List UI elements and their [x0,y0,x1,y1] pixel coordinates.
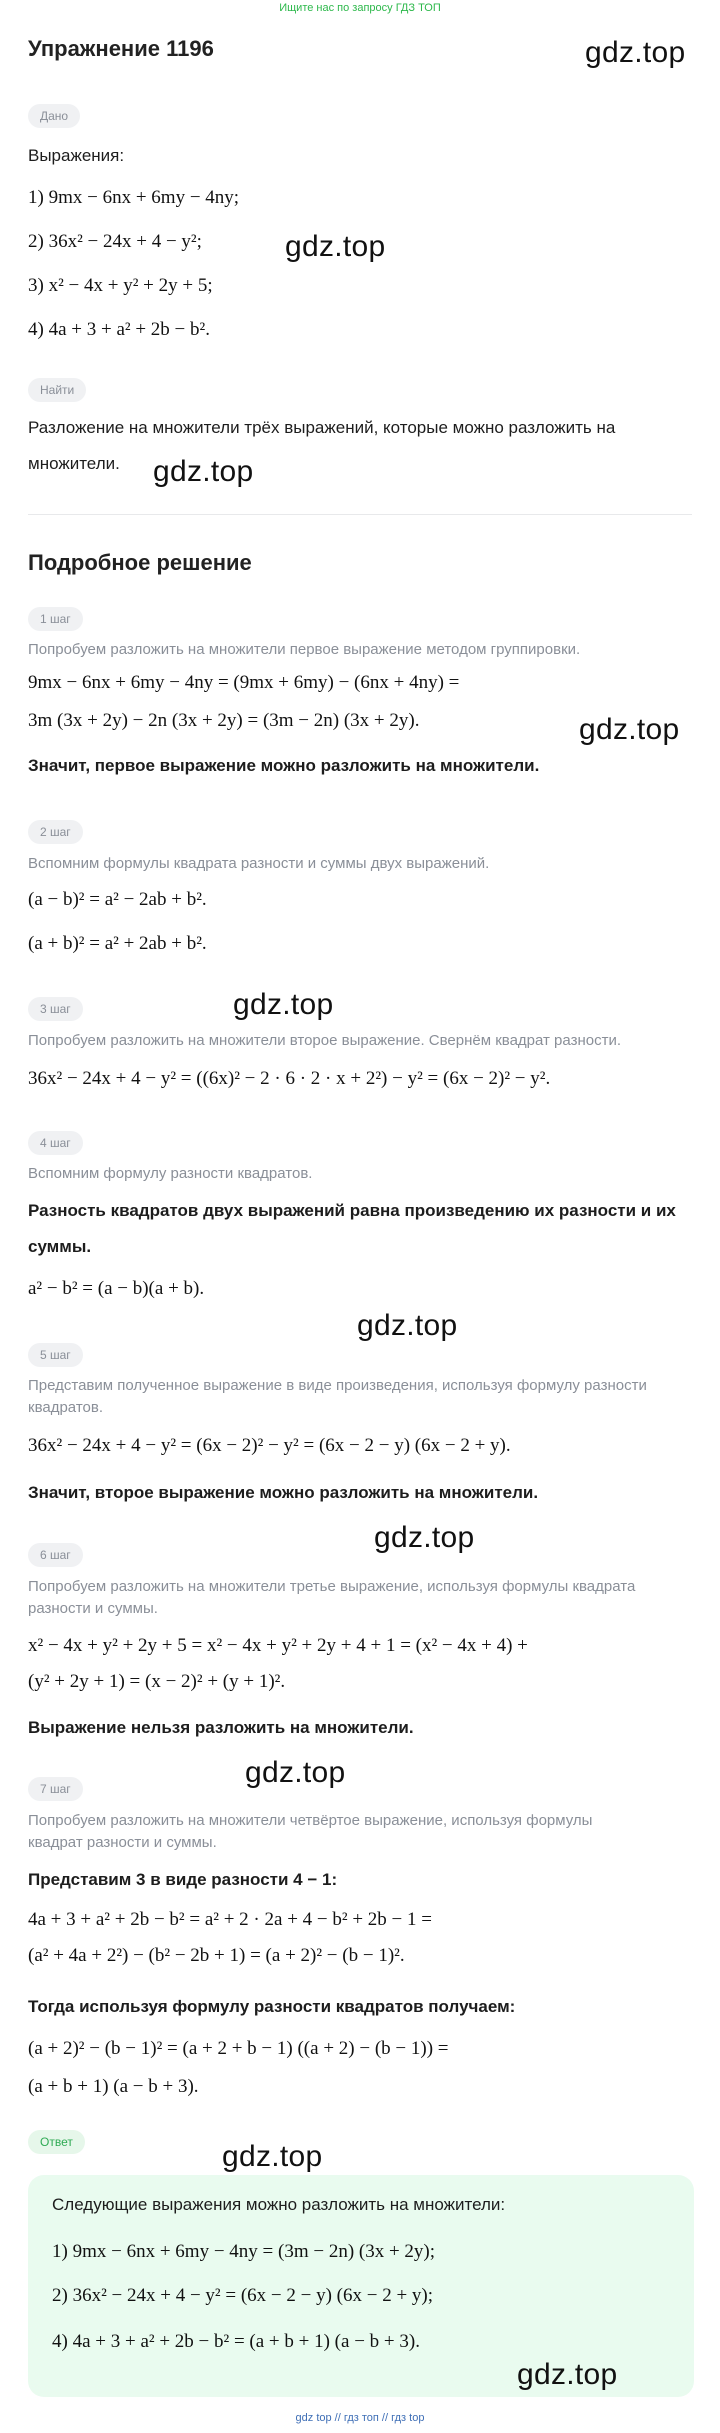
step-5-hint-line1: Представим полученное выражение в виде произведения, используя формулу разности [28,1377,647,1394]
watermark: gdz.top [222,2140,323,2173]
step-6-math-line2: (y² + 2y + 1) = (x − 2)² + (y + 1)². [28,1671,286,1692]
step-6-note: Выражение нельзя разложить на множители. [28,1718,414,1737]
step-6-hint-line2: разности и суммы. [28,1600,158,1617]
step-6-math-line1: x² − 4x + y² + 2y + 5 = x² − 4x + y² + 2y + 4 + 1 = (x² − 4x + 4) + [28,1635,528,1656]
step-1-note: Значит, первое выражение можно разложить на множители. [28,756,540,775]
step-1-math-line1: 9mx − 6nx + 6my − 4ny = (9mx + 6my) − (6nx + 4ny) = [28,672,460,693]
step-7-math1-line1: 4a + 3 + a² + 2b − b² = a² + 2 · 2a + 4 − b² + 2b − 1 = [28,1909,432,1930]
step-2-tag: 2 шаг [28,820,83,844]
answer-tag: Ответ [28,2130,85,2154]
step-7-note-1: Представим 3 в виде разности 4 − 1: [28,1870,338,1889]
step-4-math: a² − b² = (a − b)(a + b). [28,1278,205,1299]
answer-heading: Следующие выражения можно разложить на множители: [52,2195,506,2214]
step-7-math1-line2: (a² + 4a + 2²) − (b² − 2b + 1) = (a + 2)² − (b − 1)². [28,1945,405,1966]
watermark: gdz.top [374,1521,475,1554]
given-item-1: 1) 9mx − 6nx + 6my − 4ny; [28,187,240,208]
step-5-tag: 5 шаг [28,1343,83,1367]
watermark: gdz.top [233,988,334,1021]
step-7-hint-line1: Попробуем разложить на множители четвёртое выражение, используя формулы [28,1812,593,1829]
given-item-2: 2) 36x² − 24x + 4 − y²; [28,231,202,252]
step-6-tag: 6 шаг [28,1543,83,1567]
step-2-hint: Вспомним формулы квадрата разности и суммы двух выражений. [28,855,490,872]
watermark: gdz.top [245,1756,346,1789]
watermark: gdz.top [285,230,386,263]
step-1-tag: 1 шаг [28,607,83,631]
find-text-line1: Разложение на множители трёх выражений, которые можно разложить на [28,418,616,437]
step-2-math-line1: (a − b)² = a² − 2ab + b². [28,889,207,910]
find-tag: Найти [28,378,86,402]
step-7-math2-line2: (a + b + 1) (a − b + 3). [28,2076,199,2097]
step-3-math-line1: 36x² − 24x + 4 − y² = ((6x)² − 2 · 6 · 2 · x + 2²) − y² = (6x − 2)² − y². [28,1068,551,1089]
watermark: gdz.top [153,455,254,488]
watermark: gdz.top [357,1309,458,1342]
watermark: gdz.top [585,36,686,69]
given-tag: Дано [28,104,80,128]
answer-item-1: 1) 9mx − 6nx + 6my − 4ny = (3m − 2n) (3x + 2y); [52,2241,436,2262]
step-3-tag: 3 шаг [28,997,83,1021]
solution-title: Подробное решение [28,550,252,575]
step-4-note-line1: Разность квадратов двух выражений равна произведению их разности и их [28,1201,676,1220]
step-7-note-2: Тогда используя формулу разности квадратов получаем: [28,1997,516,2016]
step-2-math-line2: (a + b)² = a² + 2ab + b². [28,933,207,954]
step-7-hint-line2: квадрат разности и суммы. [28,1834,217,1851]
section-divider [28,514,692,515]
given-item-3: 3) x² − 4x + y² + 2y + 5; [28,275,213,296]
step-7-tag: 7 шаг [28,1777,83,1801]
step-5-math: 36x² − 24x + 4 − y² = (6x − 2)² − y² = (6x − 2 − y) (6x − 2 + y). [28,1435,511,1456]
step-4-note-line2: суммы. [28,1237,92,1256]
step-1-hint: Попробуем разложить на множители первое выражение методом группировки. [28,641,581,658]
step-6-hint-line1: Попробуем разложить на множители третье выражение, используя формулы квадрата [28,1578,636,1595]
watermark: gdz.top [517,2358,618,2391]
step-1-math-line2: 3m (3x + 2y) − 2n (3x + 2y) = (3m − 2n) (3x + 2y). [28,710,420,731]
step-7-math2-line1: (a + 2)² − (b − 1)² = (a + 2 + b − 1) ((a + 2) − (b − 1)) = [28,2038,449,2059]
step-4-hint: Вспомним формулу разности квадратов. [28,1165,313,1182]
answer-item-2: 2) 36x² − 24x + 4 − y² = (6x − 2 − y) (6x − 2 + y); [52,2285,434,2306]
step-5-hint-line2: квадратов. [28,1399,103,1416]
answer-item-3: 4) 4a + 3 + a² + 2b − b² = (a + b + 1) (a − b + 3). [52,2331,420,2352]
given-heading: Выражения: [28,146,125,165]
step-4-tag: 4 шаг [28,1131,83,1155]
top-banner[interactable]: Ищите нас по запросу ГДЗ ТОП [279,2,441,14]
watermark: gdz.top [579,713,680,746]
step-5-note: Значит, второе выражение можно разложить на множители. [28,1483,539,1502]
page-title: Упражнение 1196 [28,36,214,61]
given-item-4: 4) 4a + 3 + a² + 2b − b². [28,319,210,340]
step-3-hint: Попробуем разложить на множители второе выражение. Свернём квадрат разности. [28,1032,621,1049]
footer-links[interactable]: gdz top // гдз топ // гдз top [295,2412,425,2424]
find-text-line2: множители. [28,454,120,473]
